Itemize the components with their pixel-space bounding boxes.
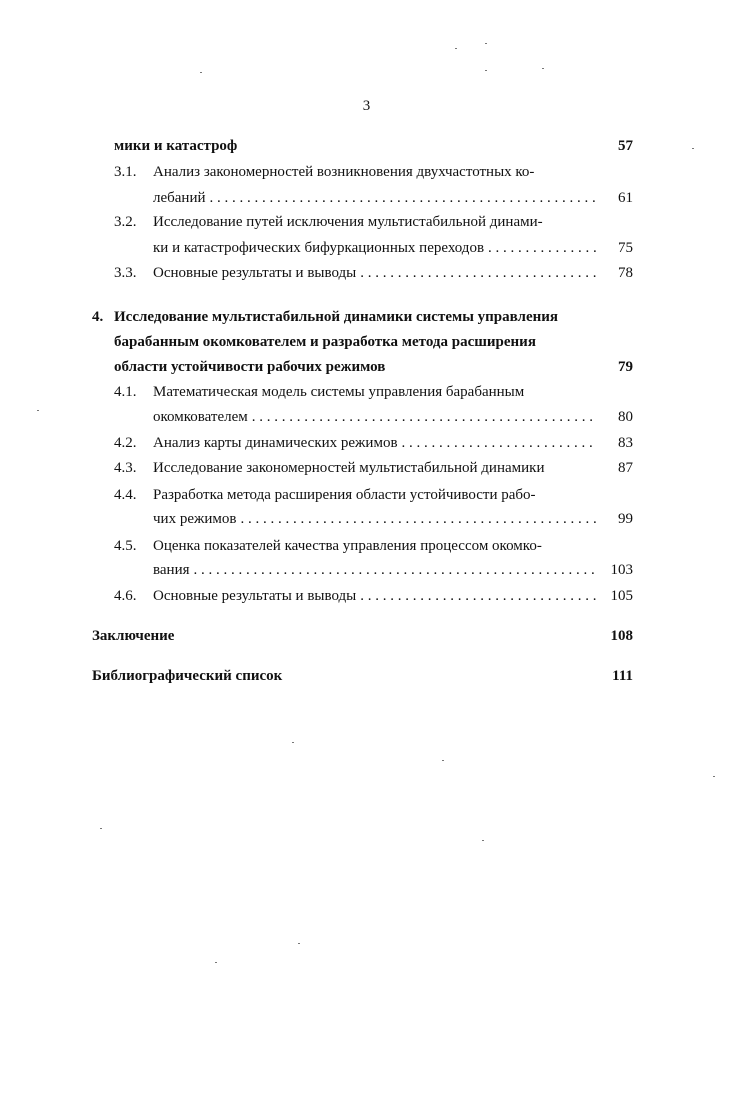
toc-entry-title: Основные результаты и выводы [153,588,357,604]
toc-entry-page: 111 [612,668,633,684]
toc-entry-page: 103 [610,562,633,578]
page-number: 3 [362,98,371,114]
dot-leader [360,261,596,285]
dot-leader [252,405,596,429]
dot-leader [360,584,596,608]
toc-entry-page: 87 [618,460,633,476]
toc-entry-title: барабанным окомкователем и разработка метода расширения [114,334,536,350]
toc-entry-chapter4 [0,305,733,329]
toc-entry-4-5-cont [0,558,733,582]
scan-speck [298,943,300,944]
toc-entry-4-3 [0,456,733,480]
scan-speck [200,72,202,73]
toc-entry-page: 83 [618,435,633,451]
toc-entry-title: чих режимов [153,511,237,527]
toc-entry-title: Оценка показателей качества управления процессом окомко- [153,538,542,554]
toc-entry-chapter4-cont [0,330,733,354]
toc-entry-chapter4-cont2 [0,355,733,379]
toc-entry-3-2-cont [0,236,733,260]
toc-entry-number: 4.2. [114,435,137,451]
dot-leader [194,558,597,582]
scan-speck [713,776,715,777]
toc-entry-page: 61 [618,190,633,206]
toc-entry-title: Исследование мультистабильной динамики системы управления [114,309,559,325]
toc-entry-4-2 [0,431,733,455]
scan-speck [485,43,487,44]
toc-entry-number: 3.1. [114,164,137,180]
scan-speck [37,410,39,411]
scan-speck [292,742,294,743]
toc-entry-title: Анализ карты динамических режимов [153,435,398,451]
dot-leader [210,186,596,210]
toc-entry-4-5 [0,534,733,558]
toc-entry-number: 4.6. [114,588,137,604]
scan-speck [692,148,694,149]
toc-entry-3-1-cont [0,186,733,210]
toc-entry-title: мики и катастроф [114,138,238,154]
toc-entry-title: Библиографический список [92,668,283,684]
toc-entry-bibliography [0,664,733,688]
toc-entry-title: Математическая модель системы управления барабанным [153,384,525,400]
toc-entry-title: Исследование путей исключения мультистабильной динами- [153,214,543,230]
toc-entry-3-1 [0,160,733,184]
scan-speck [215,962,217,963]
toc-entry-4-1-cont [0,405,733,429]
toc-entry-4-1 [0,380,733,404]
toc-entry-conclusion [0,624,733,648]
toc-entry-title: окомкователем [153,409,248,425]
toc-entry-number: 4.4. [114,487,137,503]
scan-speck [442,760,444,761]
dot-leader [240,507,596,531]
toc-entry-3-2 [0,210,733,234]
toc-entry-title: вания [153,562,190,578]
toc-entry-4-4 [0,483,733,507]
toc-entry-number: 3.3. [114,265,137,281]
toc-entry-page: 108 [610,628,633,644]
toc-entry-4-4-cont [0,507,733,531]
scan-speck [100,828,102,829]
toc-entry-page: 78 [618,265,633,281]
toc-entry-title: Анализ закономерностей возникновения двухчастотных ко- [153,164,535,180]
toc-entry-page: 57 [618,138,633,154]
toc-entry-number: 4.5. [114,538,137,554]
toc-entry-number: 4.1. [114,384,137,400]
toc-entry-title: ки и катастрофических бифуркационных переходов [153,240,485,256]
toc-entry-chapter3-cont [0,134,733,158]
toc-entry-page: 105 [610,588,633,604]
toc-entry-page: 80 [618,409,633,425]
toc-entry-page: 75 [618,240,633,256]
scan-speck [485,70,487,71]
toc-entry-page: 99 [618,511,633,527]
scan-speck [455,48,457,49]
toc-entry-page: 79 [618,359,633,375]
toc-entry-number: 4. [92,309,104,325]
toc-entry-3-3 [0,261,733,285]
toc-entry-number: 4.3. [114,460,137,476]
dot-leader [488,236,596,260]
toc-entry-title: Исследование закономерностей мультистабильной динамики [153,460,545,476]
toc-entry-title: Разработка метода расширения области устойчивости рабо- [153,487,536,503]
dot-leader [402,431,596,455]
toc-entry-number: 3.2. [114,214,137,230]
scan-speck [542,68,544,69]
toc-entry-title: Основные результаты и выводы [153,265,357,281]
toc-entry-title: лебаний [153,190,206,206]
toc-entry-4-6 [0,584,733,608]
toc-entry-title: области устойчивости рабочих режимов [114,359,386,375]
scan-speck [482,840,484,841]
toc-entry-title: Заключение [92,628,175,644]
